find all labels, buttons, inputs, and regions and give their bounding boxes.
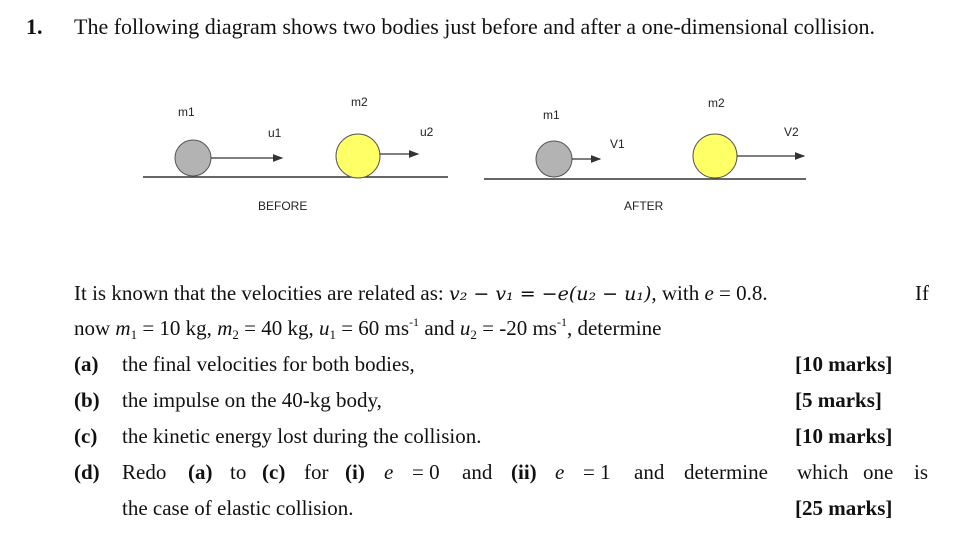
part-a-marks: [10 marks] [795,352,893,376]
part-d-word-determine: determine [684,460,768,484]
e-symbol: e [704,281,714,305]
part-d-word-one: one [863,460,894,484]
part-c-text: the kinetic energy lost during the collision. [122,424,482,448]
part-d-word-and: and [462,460,493,484]
u2-exponent: -1 [556,315,567,329]
part-d-line-2: the case of elastic collision. [122,496,354,520]
label-u2: u2 [420,125,434,139]
part-a-label: (a) [74,352,99,376]
caption-after: AFTER [624,199,664,213]
part-d-label: (d) [74,460,100,484]
part-d-word-is: is [914,460,929,484]
part-d-ref-a: (a) [188,460,213,484]
label-u1: u1 [268,126,282,140]
statement-now: now [74,316,116,340]
m1-value: = 10 kg, [137,316,218,340]
part-d-marks: [25 marks] [795,496,893,520]
ball-m2-after [693,134,737,178]
part-b-label: (b) [74,388,100,412]
u1-exponent: -1 [409,315,420,329]
ball-m2-before [336,134,380,178]
caption-before: BEFORE [258,199,308,213]
question-intro: The following diagram shows two bodies just before and after a one-dimensional collision. [74,14,875,39]
statement-text-1: It is known that the velocities are related as: [74,281,444,305]
m1-symbol: m [115,316,131,340]
part-d-word-redo: Redo [122,460,167,484]
statement-if: If [915,281,929,305]
m2-value: = 40 kg, [238,316,319,340]
part-d-eq1: = 0 [412,460,440,484]
part-d-e2: e [555,460,565,484]
m1-subscript: 1 [130,327,138,342]
u2-symbol: u [459,316,471,340]
label-v1: V1 [610,137,625,151]
part-d-word-to: to [230,460,247,484]
u1-value: = 60 ms [335,316,410,340]
statement-line-1 [74,281,768,306]
part-d-word-which: which [797,460,849,484]
part-d-eq2: = 1 [583,460,611,484]
m2-symbol: m [217,316,233,340]
part-d-ref-ii: (ii) [511,460,537,484]
part-d-word-for: for [304,460,329,484]
ball-m1-before [175,140,211,176]
u1-subscript: 1 [329,327,336,342]
label-v2: V2 [784,125,799,139]
statement-and: and [419,316,460,340]
velocity-relation-equation: v₂ − v₁ = −e(u₂ − u₁) [448,283,652,305]
part-c-label: (c) [74,424,98,448]
u1-symbol: u [318,316,330,340]
statement-tail: , determine [566,316,662,340]
e-value: = 0.8. [713,281,768,305]
part-b-text: the impulse on the 40-kg body, [122,388,382,412]
u2-subscript: 2 [470,327,477,342]
m2-subscript: 2 [232,327,239,342]
u2-value: = -20 ms [476,316,557,340]
part-d-e1: e [384,460,394,484]
question-number: 1. [26,14,43,39]
part-c-marks: [10 marks] [795,424,893,448]
part-a-text: the final velocities for both bodies, [122,352,415,376]
part-d-word-and-2: and [634,460,665,484]
statement-text-2: , with [651,281,705,305]
statement-line-2 [74,316,661,341]
label-m2-after: m2 [708,96,725,110]
ball-m1-after [536,141,572,177]
label-m1-after: m1 [543,108,560,122]
label-m2-before: m2 [351,95,368,109]
label-m1-before: m1 [178,105,195,119]
part-b-marks: [5 marks] [795,388,882,412]
part-d-ref-i: (i) [345,460,365,484]
part-d-ref-c: (c) [262,460,286,484]
